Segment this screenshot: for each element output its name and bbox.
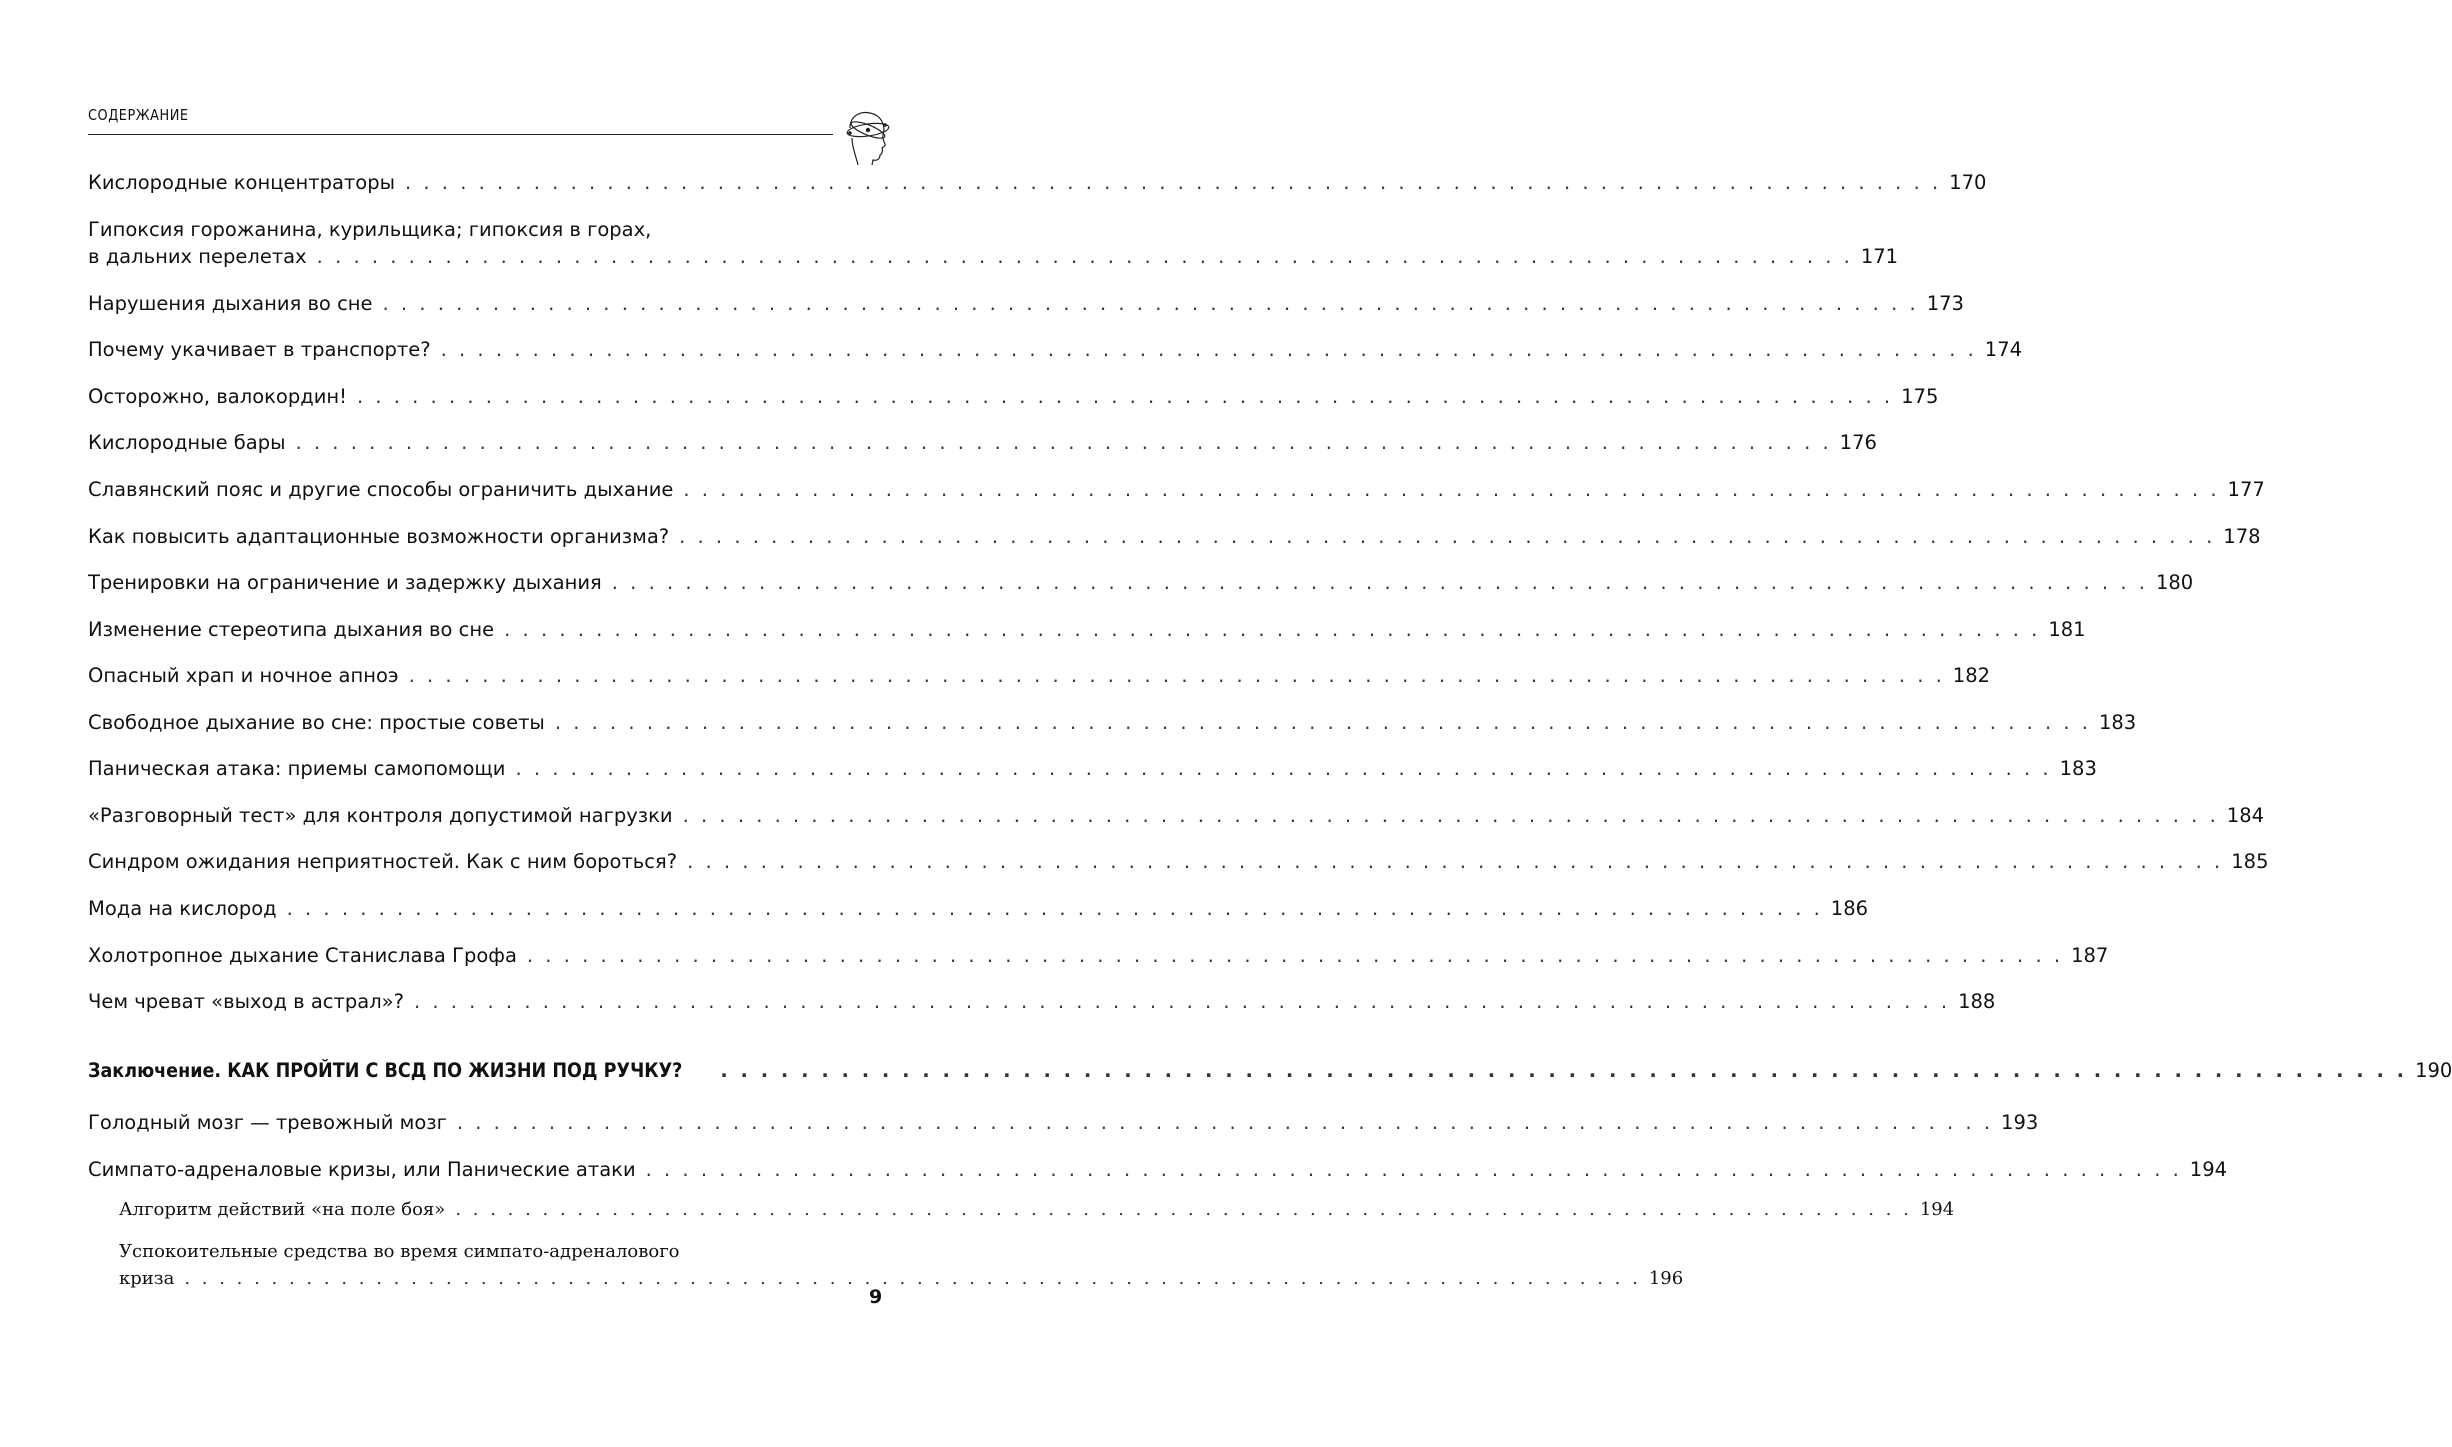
head-atom-icon <box>828 108 890 166</box>
toc-entry[interactable] <box>88 428 1877 458</box>
toc-entry-page: 170 <box>1949 171 1987 194</box>
leader-dots: . . . . . . . . . . . . . . . . . . . . . . . . . . . . . . . . . . . . . . . . . . . . . . . . . . . . . . . . . . . . . . . . . . . . . . . . . . . . . . . . . . . . <box>611 571 2148 594</box>
toc-entry[interactable] <box>88 289 1964 319</box>
toc-entry-title: в дальних перелетах <box>88 245 307 268</box>
toc-entry[interactable] <box>88 1155 2228 1185</box>
toc-entry-title: Синдром ожидания неприятностей. Как с ним бороться? <box>88 850 678 873</box>
toc-entry[interactable] <box>88 801 2265 831</box>
toc-entry-title: Славянский пояс и другие способы ограничить дыхание <box>88 478 674 501</box>
toc-entry-page: 184 <box>2226 804 2265 827</box>
toc-entry-title: Почему укачивает в транспорте? <box>88 338 431 361</box>
toc-entry-page: 178 <box>2223 525 2261 548</box>
toc-entry[interactable] <box>88 568 2194 598</box>
toc-entry[interactable] <box>88 987 1996 1017</box>
leader-dots: . . . . . . . . . . . . . . . . . . . . . . . . . . . . . . . . . . . . . . . . . . . . . . . . . . . . . . . . . . . . . . . . . . . . . . . . . . . . . . . . . . . . <box>456 1111 1994 1134</box>
toc-subentry-page: 194 <box>1919 1199 1955 1220</box>
leader-dots: . . . . . . . . . . . . . . . . . . . . . . . . . . . . . . . . . . . . . . . . . . . . . . . . . . . . . . . . . . . . . . . . . . . . . . . . . . . . . . . . . . . . <box>405 171 1942 194</box>
toc-entry[interactable] <box>88 522 2261 552</box>
toc-entry[interactable] <box>88 708 2137 738</box>
toc-entry-page: 180 <box>2155 571 2194 594</box>
toc-entry-page: 182 <box>1952 664 1991 687</box>
toc-entry[interactable] <box>88 941 2109 971</box>
toc-entry-title: Нарушения дыхания во сне <box>88 292 373 315</box>
toc-entry-page: 173 <box>1926 292 1964 315</box>
toc-entry-title: Чем чреват «выход в астрал»? <box>88 990 404 1013</box>
leader-dots: . . . . . . . . . . . . . . . . . . . . . . . . . . . . . . . . . . . . . . . . . . . . . . . . . . . . . . . . . . . . . . . . . . . . . . . . . . . . . . . . . . . . <box>356 385 1894 408</box>
leader-dots: . . . . . . . . . . . . . . . . . . . . . . . . . . . . . . . . . . . . . . . . . . . . . . . . . . . . . . . . . . . . . . . . . . . . . . . . . . . . . . . . . . . . <box>720 1059 2408 1082</box>
leader-dots: . . . . . . . . . . . . . . . . . . . . . . . . . . . . . . . . . . . . . . . . . . . . . . . . . . . . . . . . . . . . . . . . . . . . . . . . . . . . . . . . . . . . <box>440 338 1977 361</box>
leader-dots: . . . . . . . . . . . . . . . . . . . . . . . . . . . . . . . . . . . . . . . . . . . . . . . . . . . . . . . . . . . . . . . . . . . . . . . . . . . . . . . . . . . . <box>316 245 1853 268</box>
leader-dots: . . . . . . . . . . . . . . . . . . . . . . . . . . . . . . . . . . . . . . . . . . . . . . . . . . . . . . . . . . . . . . . . . . . . . . . . . . . . . . . . . . . . <box>382 292 1919 315</box>
toc-entry-title: Паническая атака: приемы самопомощи <box>88 757 506 780</box>
toc-entry[interactable] <box>88 615 2086 645</box>
toc-entry[interactable] <box>88 382 1939 412</box>
toc-subentry-title-line1: Успокоительные средства во время симпато-адреналового <box>119 1241 680 1262</box>
leader-dots: . . . . . . . . . . . . . . . . . . . . . . . . . . . . . . . . . . . . . . . . . . . . . . . . . . . . . . . . . . . . . . . . . . . . . . . . . . . . . . . . . . . . <box>679 525 2216 548</box>
toc-entry-page: 174 <box>1984 338 2023 361</box>
toc-entry-page: 185 <box>2231 850 2269 873</box>
leader-dots: . . . . . . . . . . . . . . . . . . . . . . . . . . . . . . . . . . . . . . . . . . . . . . . . . . . . . . . . . . . . . . . . . . . . . . . . . . . . . . . . . . . . <box>413 990 1951 1013</box>
leader-dots: . . . . . . . . . . . . . . . . . . . . . . . . . . . . . . . . . . . . . . . . . . . . . . . . . . . . . . . . . . . . . . . . . . . . . . . . . . . . . . . . . . . . <box>554 711 2091 734</box>
leader-dots: . . . . . . . . . . . . . . . . . . . . . . . . . . . . . . . . . . . . . . . . . . . . . . . . . . . . . . . . . . . . . . . . . . . . . . . . . . . . . . . . . . . . <box>682 804 2219 827</box>
leader-dots: . . . . . . . . . . . . . . . . . . . . . . . . . . . . . . . . . . . . . . . . . . . . . . . . . . . . . . . . . . . . . . . . . . . . . . . . . . . . . . . . . . . . <box>286 897 1823 920</box>
header-rule <box>88 134 833 135</box>
toc-entry-title: Симпато-адреналовые кризы, или Панические атаки <box>88 1158 636 1181</box>
leader-dots: . . . . . . . . . . . . . . . . . . . . . . . . . . . . . . . . . . . . . . . . . . . . . . . . . . . . . . . . . . . . . . . . . . . . . . . . . . . . . . . . . . . . <box>295 431 1832 454</box>
toc-entry[interactable] <box>88 894 1869 924</box>
leader-dots: . . . . . . . . . . . . . . . . . . . . . . . . . . . . . . . . . . . . . . . . . . . . . . . . . . . . . . . . . . . . . . . . . . . . . . . . . . . . . . . . . . . . <box>687 850 2224 873</box>
toc-entry[interactable] <box>88 242 1899 272</box>
leader-dots: . . . . . . . . . . . . . . . . . . . . . . . . . . . . . . . . . . . . . . . . . . . . . . . . . . . . . . . . . . . . . . . . . . . . . . . . . . . . . . . . . . . . <box>683 478 2220 501</box>
toc-entry-page: 183 <box>2098 711 2137 734</box>
toc-entry-page: 194 <box>2189 1158 2228 1181</box>
leader-dots: . . . . . . . . . . . . . . . . . . . . . . . . . . . . . . . . . . . . . . . . . . . . . . . . . . . . . . . . . . . . . . . . . . . . . . . . . . . . . . . . . . . . <box>504 618 2041 641</box>
toc-entry[interactable] <box>88 847 2269 877</box>
toc-chapter-entry[interactable] <box>88 1056 2452 1086</box>
toc-entry-title: Голодный мозг — тревожный мозг <box>88 1111 447 1134</box>
toc-entry-title: Изменение стереотипа дыхания во сне <box>88 618 495 641</box>
toc-entry-title: Опасный храп и ночное апноэ <box>88 664 399 687</box>
leader-dots: . . . . . . . . . . . . . . . . . . . . . . . . . . . . . . . . . . . . . . . . . . . . . . . . . . . . . . . . . . . . . . . . . . . . . . . . . . . . . . . . . . . . <box>526 944 2064 967</box>
toc-entry-title: Кислородные бары <box>88 431 286 454</box>
page-header-title: СОДЕРЖАНИЕ <box>88 106 189 124</box>
leader-dots: . . . . . . . . . . . . . . . . . . . . . . . . . . . . . . . . . . . . . . . . . . . . . . . . . . . . . . . . . . . . . . . . . . . . . . . . . . . . . . . . . . . . <box>408 664 1945 687</box>
leader-dots: . . . . . . . . . . . . . . . . . . . . . . . . . . . . . . . . . . . . . . . . . . . . . . . . . . . . . . . . . . . . . . . . . . . . . . . . . . . . . . . . . . . . <box>515 757 2052 780</box>
toc-entry-page: 188 <box>1958 990 1996 1013</box>
leader-dots: . . . . . . . . . . . . . . . . . . . . . . . . . . . . . . . . . . . . . . . . . . . . . . . . . . . . . . . . . . . . . . . . . . . . . . . . . . . . . . . . . . . . <box>455 1199 1912 1220</box>
toc-entry[interactable] <box>88 168 1987 198</box>
toc-entry-page: 187 <box>2071 944 2109 967</box>
toc-entry-title: Осторожно, валокордин! <box>88 385 347 408</box>
toc-entry-title: «Разговорный тест» для контроля допустимой нагрузки <box>88 804 673 827</box>
toc-entry[interactable] <box>88 1108 2039 1138</box>
toc-chapter-page: 190 <box>2415 1059 2452 1082</box>
toc-entry-page: 175 <box>1901 385 1939 408</box>
toc-subentry-title: криза <box>119 1268 175 1289</box>
toc-chapter-title: Заключение. КАК ПРОЙТИ С ВСД ПО ЖИЗНИ ПОД РУЧКУ? <box>88 1059 683 1082</box>
toc-entry[interactable] <box>88 475 2265 505</box>
toc-entry-page: 177 <box>2227 478 2265 501</box>
toc-entry[interactable] <box>88 335 2023 365</box>
toc-entry-title: Холотропное дыхание Станислава Грофа <box>88 944 517 967</box>
leader-dots: . . . . . . . . . . . . . . . . . . . . . . . . . . . . . . . . . . . . . . . . . . . . . . . . . . . . . . . . . . . . . . . . . . . . . . . . . . . . . . . . . . . . <box>184 1268 1641 1289</box>
toc-entry-page: 176 <box>1839 431 1877 454</box>
toc-entry-title: Свободное дыхание во сне: простые советы <box>88 711 545 734</box>
toc-subentry[interactable] <box>119 1264 1684 1294</box>
toc-entry[interactable] <box>88 754 2097 784</box>
toc-entry[interactable] <box>88 661 1991 691</box>
toc-subentry-title: Алгоритм действий «на поле боя» <box>119 1199 446 1220</box>
toc-entry-page: 181 <box>2048 618 2086 641</box>
toc-entry-title: Как повысить адаптационные возможности организма? <box>88 525 670 548</box>
toc-entry-title: Кислородные концентраторы <box>88 171 395 194</box>
toc-subentry-page: 196 <box>1648 1268 1684 1289</box>
leader-dots: . . . . . . . . . . . . . . . . . . . . . . . . . . . . . . . . . . . . . . . . . . . . . . . . . . . . . . . . . . . . . . . . . . . . . . . . . . . . . . . . . . . . <box>645 1158 2182 1181</box>
toc-entry-page: 186 <box>1830 897 1869 920</box>
toc-entry-page: 193 <box>2001 1111 2039 1134</box>
toc-subentry[interactable] <box>119 1195 1955 1225</box>
toc-entry-page: 171 <box>1860 245 1899 268</box>
toc-entry-title: Мода на кислород <box>88 897 277 920</box>
toc-entry-title: Тренировки на ограничение и задержку дыхания <box>88 571 602 594</box>
toc-entry-page: 183 <box>2059 757 2097 780</box>
page-number: 9 <box>869 1286 883 1308</box>
toc-entry-title-line1: Гипоксия горожанина, курильщика; гипоксия в горах, <box>88 218 652 241</box>
